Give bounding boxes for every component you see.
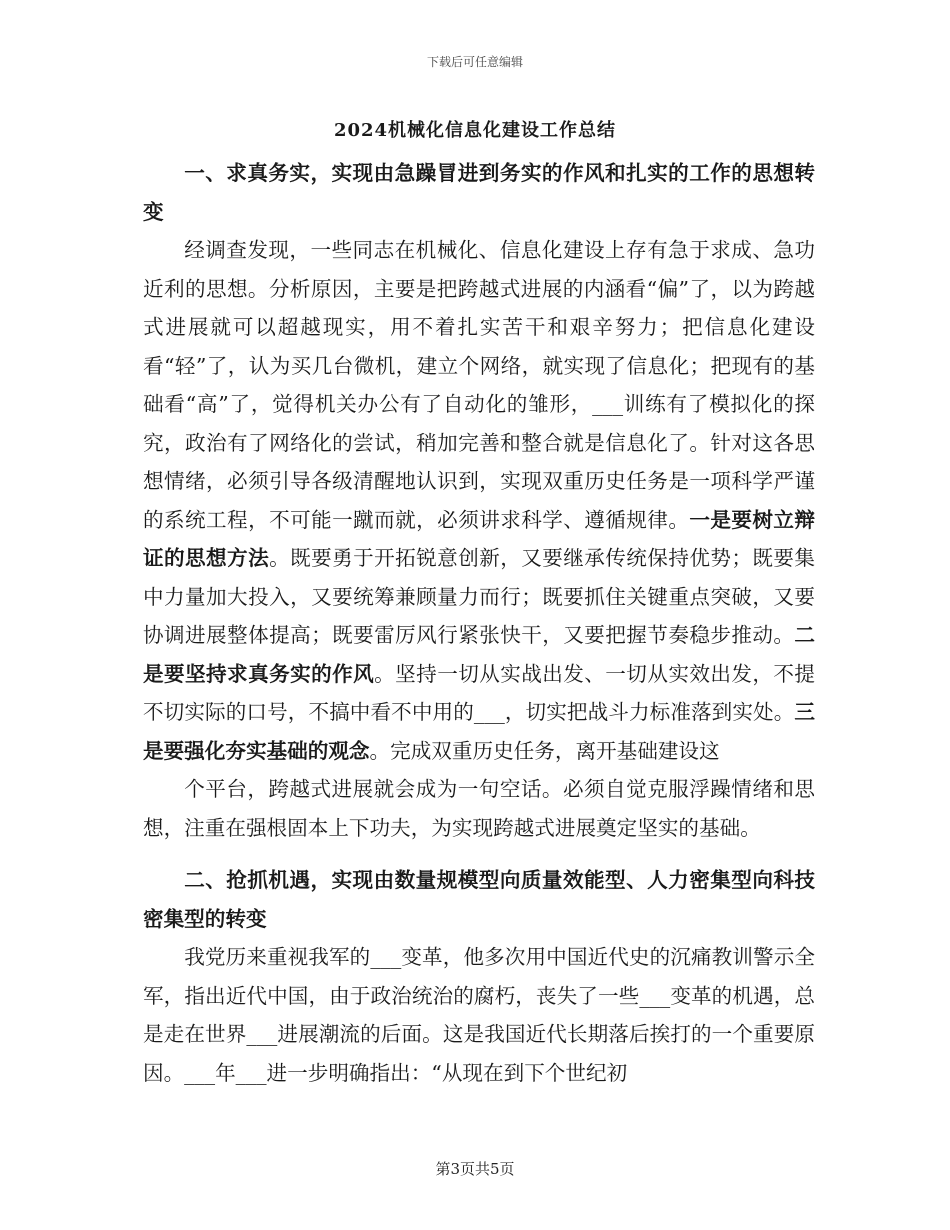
- key-point-1: 一是要树立辩证的思想方法: [143, 507, 816, 570]
- section-1-paragraph-2: 个平台，跨越式进展就会成为一句空话。必须自觉克服浮躁情绪和思想，注重在强根固本上下功夫，为实现跨越式进展奠定坚实的基础。: [143, 777, 815, 840]
- paragraph-text: 。完成双重历史任务，离开基础建设这: [369, 738, 720, 763]
- section-1-paragraph-1: [143, 231, 815, 770]
- section-2-heading: 二、抢抓机遇，实现由数量规模型向质量效能型、人力密集型向科技密集型的转变: [143, 868, 815, 931]
- document-title: 2024机械化信息化建设工作总结: [333, 120, 617, 141]
- paragraph-text: 经调查发现，一些同志在机械化、信息化建设上存有急于求成、急功近利的思想。分析原因，主要是把跨越式进展的内涵看“偏”了，以为跨越式进展就可以超越现实，用不着扎实苦干和艰辛努力；把信息化建设看“轻”了，认为买几台微机，建立个网络，就实现了信息化；把现有的基础看“高”了，觉得机关办公有了自动化的雏形，___训练有了模拟化的探究，政治有了网络化的尝试，稍加完善和整合就是信息化了。针对这各思想情绪，必须引导各级清醒地认识到，实现双重历史任务是一项科学严谨的系统工程，不可能一蹴而就，必须讲求科学、遵循规律。: [143, 238, 815, 532]
- paragraph-text: 。既要勇于开拓锐意创新，又要继承传统保持优势；既要集中力量加大投入，又要统筹兼顾量力而行；既要抓住关键重点突破，又要协调进展整体提高；既要雷厉风行紧张快干，又要把握节奏稳步推动。: [143, 546, 815, 647]
- page-number: 第3页共5页: [435, 1160, 515, 1178]
- page-header-note: 下载后可任意编辑: [426, 55, 523, 69]
- section-1-heading: 一、求真务实，实现由急躁冒进到务实的作风和扎实的工作的思想转变: [143, 161, 815, 224]
- section-2-paragraph-1: 我党历来重视我军的___变革，他多次用中国近代史的沉痛教训警示全军，指出近代中国，由于政治统治的腐朽，丧失了一些___变革的机遇，总是走在世界___进展潮流的后面。这是我国近代长期落后挨打的一个重要原因。___年___进一步明确指出：“从现在到下个世纪初: [143, 945, 815, 1085]
- document-body: [143, 154, 815, 1092]
- key-point-3: 三是要强化夯实基础的观念: [143, 700, 815, 763]
- paragraph-text: 。坚持一切从实战出发、一切从实效出发，不提不切实际的口号，不搞中看不中用的___，切实把战斗力标准落到实处。: [143, 661, 816, 724]
- key-point-2: 二是要坚持求真务实的作风: [143, 623, 815, 686]
